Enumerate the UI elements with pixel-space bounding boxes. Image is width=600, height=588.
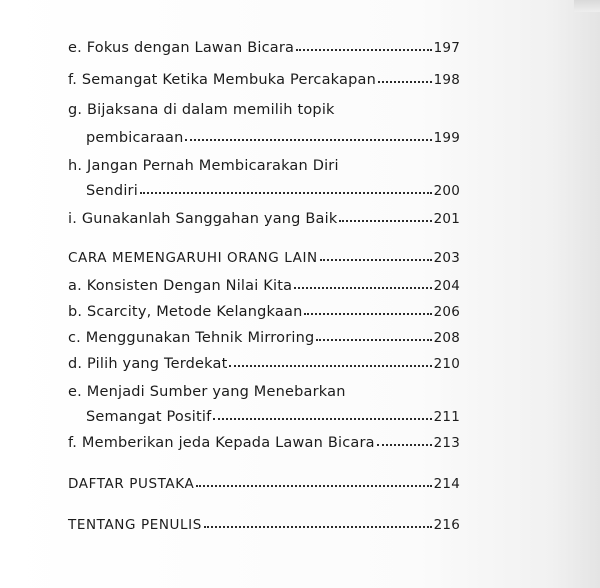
toc-entry bbox=[68, 268, 460, 294]
toc-page-number: 210 bbox=[433, 356, 460, 372]
toc-entry-continuation bbox=[86, 120, 460, 146]
toc-entry-title: Semangat Positif bbox=[86, 409, 212, 425]
toc-leader-dots bbox=[229, 365, 431, 367]
toc-entry-title: d. Pilih yang Terdekat bbox=[68, 356, 228, 372]
toc-page-number: 214 bbox=[433, 476, 460, 492]
toc-page-number: 216 bbox=[433, 517, 460, 533]
toc-leader-dots bbox=[185, 139, 431, 141]
toc-entry-title: CARA MEMENGARUHI ORANG LAIN bbox=[68, 250, 318, 266]
toc-chapter-heading bbox=[68, 240, 460, 266]
toc-entry-title: b. Scarcity, Metode Kelangkaan bbox=[68, 304, 303, 320]
toc-entry bbox=[68, 346, 460, 372]
toc-entry-title: i. Gunakanlah Sanggahan yang Baik bbox=[68, 211, 338, 227]
toc-entry-continuation bbox=[86, 173, 460, 199]
toc-page-number: 211 bbox=[433, 409, 460, 425]
toc-page-number: 208 bbox=[433, 330, 460, 346]
toc-entry-continuation bbox=[86, 399, 460, 425]
toc-leader-dots bbox=[377, 444, 432, 446]
toc-entry-title: Sendiri bbox=[86, 183, 138, 199]
toc-entry-title: pembicaraan bbox=[86, 130, 184, 146]
toc-page-number: 203 bbox=[433, 250, 460, 266]
toc-entry bbox=[68, 374, 460, 400]
toc-leader-dots bbox=[316, 339, 431, 341]
toc-entry bbox=[68, 294, 460, 320]
toc-page-number: 198 bbox=[433, 72, 460, 88]
toc-page-number: 201 bbox=[433, 211, 460, 227]
toc-entry-title: c. Menggunakan Tehnik Mirroring bbox=[68, 330, 315, 346]
toc-entry bbox=[68, 30, 460, 56]
toc-entry-title: f. Semangat Ketika Membuka Percakapan bbox=[68, 72, 376, 88]
toc-entry bbox=[68, 62, 460, 88]
toc-leader-dots bbox=[304, 313, 431, 315]
toc-entry-title: a. Konsisten Dengan Nilai Kita bbox=[68, 278, 293, 294]
toc-chapter-heading bbox=[68, 507, 460, 533]
toc-entry bbox=[68, 201, 460, 227]
toc-page-number: 197 bbox=[433, 40, 460, 56]
toc-page-number: 199 bbox=[433, 130, 460, 146]
toc-entry-title: f. Memberikan jeda Kepada Lawan Bicara bbox=[68, 435, 375, 451]
toc-page-number: 204 bbox=[433, 278, 460, 294]
toc-page-number: 200 bbox=[433, 183, 460, 199]
toc-leader-dots bbox=[296, 49, 431, 51]
toc-entry-title: e. Menjadi Sumber yang Menebarkan bbox=[68, 384, 346, 400]
toc-leader-dots bbox=[196, 485, 431, 487]
toc-entry-title: DAFTAR PUSTAKA bbox=[68, 476, 195, 492]
toc-leader-dots bbox=[213, 418, 431, 420]
toc-entry bbox=[68, 320, 460, 346]
toc-chapter-heading bbox=[68, 466, 460, 492]
toc-entry bbox=[68, 148, 460, 174]
toc-leader-dots bbox=[294, 287, 431, 289]
toc-entry bbox=[68, 92, 460, 118]
toc-entry bbox=[68, 425, 460, 451]
toc-page-number: 213 bbox=[433, 435, 460, 451]
toc-entry-title: TENTANG PENULIS bbox=[68, 517, 202, 533]
toc-leader-dots bbox=[378, 81, 432, 83]
toc-leader-dots bbox=[140, 192, 432, 194]
toc-leader-dots bbox=[339, 220, 431, 222]
toc-entry-title: e. Fokus dengan Lawan Bicara bbox=[68, 40, 295, 56]
toc-leader-dots bbox=[204, 526, 432, 528]
toc-leader-dots bbox=[320, 259, 432, 261]
toc-page-number: 206 bbox=[433, 304, 460, 320]
toc-entry-title: g. Bijaksana di dalam memilih topik bbox=[68, 102, 335, 118]
toc-entry-title: h. Jangan Pernah Membicarakan Diri bbox=[68, 158, 339, 174]
